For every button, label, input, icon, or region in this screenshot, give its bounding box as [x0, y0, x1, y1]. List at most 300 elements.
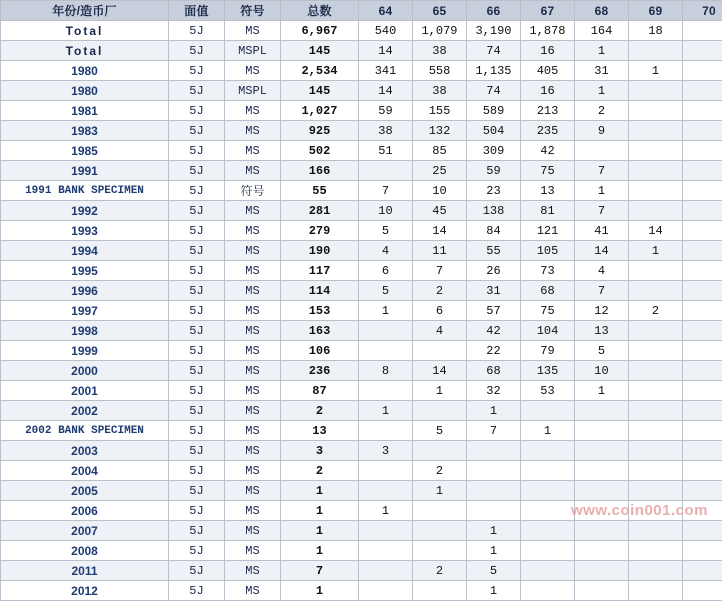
cell-grade-69: 2: [629, 301, 683, 321]
cell-grade-69: [629, 181, 683, 201]
table-row: [1, 21, 722, 41]
table-row: [1, 221, 722, 241]
cell-total: 145: [281, 81, 359, 101]
cell-grade-69: [629, 441, 683, 461]
table-row: [1, 81, 722, 101]
table-row: [1, 301, 722, 321]
cell-total: 55: [281, 181, 359, 201]
cell-denomination: 5J: [169, 21, 225, 41]
cell-grade-66: 5: [467, 561, 521, 581]
cell-grade-70: [683, 281, 722, 301]
cell-year: 2000: [1, 361, 169, 381]
cell-symbol: MSPL: [225, 41, 281, 61]
cell-year: 1998: [1, 321, 169, 341]
cell-grade-64: 3: [359, 441, 413, 461]
cell-grade-70: [683, 461, 722, 481]
cell-total: 1,027: [281, 101, 359, 121]
cell-total: 7: [281, 561, 359, 581]
table-row: [1, 161, 722, 181]
column-header-grade-65: 65: [413, 1, 467, 21]
cell-grade-66: 1: [467, 401, 521, 421]
cell-denomination: 5J: [169, 521, 225, 541]
cell-total: 6,967: [281, 21, 359, 41]
cell-grade-70: [683, 381, 722, 401]
cell-denomination: 5J: [169, 161, 225, 181]
cell-denomination: 5J: [169, 441, 225, 461]
cell-symbol: MS: [225, 381, 281, 401]
cell-year: 2003: [1, 441, 169, 461]
cell-grade-68: [575, 561, 629, 581]
cell-grade-67: [521, 401, 575, 421]
cell-grade-69: [629, 201, 683, 221]
cell-grade-69: [629, 381, 683, 401]
cell-symbol: MS: [225, 161, 281, 181]
cell-grade-65: 2: [413, 281, 467, 301]
cell-year: Total: [1, 21, 169, 41]
cell-grade-68: 14: [575, 241, 629, 261]
cell-grade-65: 2: [413, 561, 467, 581]
cell-total: 502: [281, 141, 359, 161]
cell-denomination: 5J: [169, 261, 225, 281]
cell-grade-69: [629, 281, 683, 301]
cell-total: 153: [281, 301, 359, 321]
table-row: [1, 401, 722, 421]
cell-grade-64: [359, 481, 413, 501]
cell-denomination: 5J: [169, 41, 225, 61]
cell-grade-66: 84: [467, 221, 521, 241]
cell-grade-70: [683, 501, 722, 521]
cell-grade-66: [467, 461, 521, 481]
table-header: [1, 1, 722, 21]
watermark: www.coin001.com: [571, 502, 708, 519]
cell-grade-69: [629, 461, 683, 481]
cell-grade-69: 1: [629, 61, 683, 81]
cell-grade-66: [467, 441, 521, 461]
cell-grade-70: [683, 141, 722, 161]
cell-grade-69: [629, 561, 683, 581]
cell-grade-70: [683, 21, 722, 41]
cell-grade-64: 540: [359, 21, 413, 41]
cell-year: 2012: [1, 581, 169, 601]
cell-grade-67: 73: [521, 261, 575, 281]
cell-grade-64: [359, 381, 413, 401]
cell-grade-69: [629, 321, 683, 341]
cell-grade-67: 104: [521, 321, 575, 341]
column-header-grade-66: 66: [467, 1, 521, 21]
cell-grade-69: [629, 481, 683, 501]
cell-grade-68: 9: [575, 121, 629, 141]
cell-denomination: 5J: [169, 121, 225, 141]
cell-grade-65: [413, 581, 467, 601]
cell-denomination: 5J: [169, 421, 225, 441]
cell-grade-70: [683, 181, 722, 201]
cell-grade-68: [575, 401, 629, 421]
cell-symbol: MS: [225, 521, 281, 541]
cell-grade-67: 79: [521, 341, 575, 361]
cell-grade-70: [683, 521, 722, 541]
cell-grade-66: 1: [467, 521, 521, 541]
cell-grade-67: 42: [521, 141, 575, 161]
cell-denomination: 5J: [169, 561, 225, 581]
cell-grade-65: 7: [413, 261, 467, 281]
cell-symbol: MS: [225, 341, 281, 361]
cell-grade-70: [683, 361, 722, 381]
cell-year: 1991: [1, 161, 169, 181]
cell-grade-68: [575, 421, 629, 441]
cell-grade-69: [629, 501, 683, 521]
cell-grade-69: [629, 141, 683, 161]
cell-grade-68: [575, 501, 629, 521]
cell-grade-67: 16: [521, 41, 575, 61]
cell-grade-64: 341: [359, 61, 413, 81]
cell-grade-68: 10: [575, 361, 629, 381]
cell-grade-67: 121: [521, 221, 575, 241]
cell-symbol: MS: [225, 501, 281, 521]
cell-symbol: MS: [225, 421, 281, 441]
column-header-symbol: 符号: [225, 1, 281, 21]
cell-total: 3: [281, 441, 359, 461]
cell-symbol: MS: [225, 141, 281, 161]
cell-denomination: 5J: [169, 541, 225, 561]
cell-grade-65: 11: [413, 241, 467, 261]
cell-grade-67: [521, 441, 575, 461]
cell-grade-65: 4: [413, 321, 467, 341]
cell-year: 1993: [1, 221, 169, 241]
cell-grade-66: 138: [467, 201, 521, 221]
cell-grade-67: 135: [521, 361, 575, 381]
cell-symbol: MS: [225, 581, 281, 601]
cell-total: 1: [281, 481, 359, 501]
cell-grade-64: [359, 461, 413, 481]
cell-total: 117: [281, 261, 359, 281]
cell-grade-68: 12: [575, 301, 629, 321]
cell-symbol: MS: [225, 241, 281, 261]
cell-grade-69: [629, 421, 683, 441]
cell-grade-66: 23: [467, 181, 521, 201]
cell-year: 1980: [1, 81, 169, 101]
cell-grade-68: 31: [575, 61, 629, 81]
cell-grade-68: 7: [575, 201, 629, 221]
cell-denomination: 5J: [169, 361, 225, 381]
cell-grade-65: 155: [413, 101, 467, 121]
cell-grade-65: 6: [413, 301, 467, 321]
cell-denomination: 5J: [169, 481, 225, 501]
cell-grade-68: 1: [575, 381, 629, 401]
cell-grade-64: [359, 561, 413, 581]
cell-grade-65: 1: [413, 381, 467, 401]
column-header-grade-64: 64: [359, 1, 413, 21]
table-row: [1, 561, 722, 581]
cell-symbol: MS: [225, 461, 281, 481]
cell-grade-65: 1: [413, 481, 467, 501]
cell-grade-65: 38: [413, 81, 467, 101]
cell-grade-67: 53: [521, 381, 575, 401]
cell-year: 1991 BANK SPECIMEN: [1, 181, 169, 201]
cell-grade-68: 1: [575, 41, 629, 61]
cell-grade-70: [683, 41, 722, 61]
cell-grade-70: [683, 321, 722, 341]
cell-total: 2: [281, 461, 359, 481]
cell-grade-65: 45: [413, 201, 467, 221]
cell-grade-65: 558: [413, 61, 467, 81]
cell-grade-68: 164: [575, 21, 629, 41]
cell-grade-70: [683, 161, 722, 181]
cell-symbol: MS: [225, 21, 281, 41]
cell-grade-64: 14: [359, 41, 413, 61]
cell-symbol: MS: [225, 561, 281, 581]
cell-grade-66: 31: [467, 281, 521, 301]
cell-symbol: MS: [225, 541, 281, 561]
cell-grade-68: 41: [575, 221, 629, 241]
cell-grade-67: 213: [521, 101, 575, 121]
cell-grade-70: [683, 101, 722, 121]
cell-grade-69: [629, 81, 683, 101]
cell-year: 2007: [1, 521, 169, 541]
cell-denomination: 5J: [169, 461, 225, 481]
cell-total: 2,534: [281, 61, 359, 81]
cell-year: 1997: [1, 301, 169, 321]
table-row: [1, 341, 722, 361]
table-body: [1, 21, 722, 601]
cell-grade-69: [629, 41, 683, 61]
cell-grade-68: [575, 141, 629, 161]
table-row: [1, 441, 722, 461]
cell-grade-67: 16: [521, 81, 575, 101]
cell-grade-70: [683, 241, 722, 261]
cell-year: 1994: [1, 241, 169, 261]
cell-denomination: 5J: [169, 341, 225, 361]
cell-grade-64: 51: [359, 141, 413, 161]
cell-grade-68: [575, 541, 629, 561]
cell-grade-68: 5: [575, 341, 629, 361]
table-row: [1, 41, 722, 61]
cell-year: 2002: [1, 401, 169, 421]
cell-symbol: MS: [225, 301, 281, 321]
cell-symbol: MS: [225, 121, 281, 141]
cell-year: 2008: [1, 541, 169, 561]
cell-grade-67: 68: [521, 281, 575, 301]
cell-denomination: 5J: [169, 401, 225, 421]
cell-total: 87: [281, 381, 359, 401]
cell-total: 1: [281, 581, 359, 601]
cell-grade-70: [683, 481, 722, 501]
cell-grade-68: 1: [575, 181, 629, 201]
cell-grade-66: 59: [467, 161, 521, 181]
cell-grade-67: 105: [521, 241, 575, 261]
cell-grade-66: 7: [467, 421, 521, 441]
cell-grade-65: 14: [413, 361, 467, 381]
cell-grade-68: 7: [575, 281, 629, 301]
cell-grade-66: 1,135: [467, 61, 521, 81]
cell-grade-70: [683, 61, 722, 81]
table-row: [1, 201, 722, 221]
cell-grade-70: [683, 441, 722, 461]
cell-year: 2002 BANK SPECIMEN: [1, 421, 169, 441]
cell-total: 190: [281, 241, 359, 261]
cell-grade-68: 7: [575, 161, 629, 181]
cell-grade-64: 5: [359, 281, 413, 301]
column-header-denomination: 面值: [169, 1, 225, 21]
cell-denomination: 5J: [169, 101, 225, 121]
cell-grade-64: 10: [359, 201, 413, 221]
cell-grade-64: [359, 421, 413, 441]
cell-grade-66: 3,190: [467, 21, 521, 41]
cell-symbol: MS: [225, 321, 281, 341]
cell-grade-68: [575, 581, 629, 601]
cell-grade-64: 4: [359, 241, 413, 261]
cell-grade-70: [683, 201, 722, 221]
column-header-grade-68: 68: [575, 1, 629, 21]
cell-year: 2001: [1, 381, 169, 401]
cell-year: 1999: [1, 341, 169, 361]
cell-symbol: MS: [225, 61, 281, 81]
cell-grade-68: [575, 481, 629, 501]
cell-total: 236: [281, 361, 359, 381]
cell-symbol: MS: [225, 361, 281, 381]
cell-total: 279: [281, 221, 359, 241]
cell-year: 2011: [1, 561, 169, 581]
cell-grade-70: [683, 301, 722, 321]
cell-grade-64: 1: [359, 401, 413, 421]
cell-grade-65: 14: [413, 221, 467, 241]
cell-symbol: MS: [225, 481, 281, 501]
cell-grade-64: 38: [359, 121, 413, 141]
table-row: [1, 321, 722, 341]
cell-grade-68: 4: [575, 261, 629, 281]
cell-symbol: 符号: [225, 181, 281, 201]
table-row: [1, 421, 722, 441]
table-row: [1, 541, 722, 561]
cell-symbol: MS: [225, 401, 281, 421]
cell-symbol: MS: [225, 441, 281, 461]
table-row: [1, 181, 722, 201]
cell-grade-64: 1: [359, 301, 413, 321]
cell-symbol: MS: [225, 221, 281, 241]
cell-grade-67: [521, 541, 575, 561]
cell-grade-70: [683, 261, 722, 281]
table-row: [1, 501, 722, 521]
cell-grade-64: 14: [359, 81, 413, 101]
cell-grade-66: 57: [467, 301, 521, 321]
cell-total: 925: [281, 121, 359, 141]
cell-total: 1: [281, 541, 359, 561]
cell-grade-69: [629, 581, 683, 601]
cell-symbol: MS: [225, 101, 281, 121]
cell-year: 1980: [1, 61, 169, 81]
cell-grade-69: [629, 541, 683, 561]
cell-grade-66: 589: [467, 101, 521, 121]
cell-grade-64: 8: [359, 361, 413, 381]
cell-grade-70: [683, 541, 722, 561]
cell-grade-67: 1,878: [521, 21, 575, 41]
cell-denomination: 5J: [169, 501, 225, 521]
cell-grade-67: [521, 461, 575, 481]
cell-grade-69: [629, 101, 683, 121]
cell-denomination: 5J: [169, 241, 225, 261]
cell-denomination: 5J: [169, 181, 225, 201]
header-row: [1, 1, 722, 21]
cell-symbol: MS: [225, 281, 281, 301]
cell-grade-66: 22: [467, 341, 521, 361]
cell-grade-68: [575, 441, 629, 461]
cell-grade-69: [629, 361, 683, 381]
cell-total: 106: [281, 341, 359, 361]
cell-grade-65: 38: [413, 41, 467, 61]
cell-symbol: MS: [225, 201, 281, 221]
cell-grade-64: 59: [359, 101, 413, 121]
cell-grade-69: [629, 401, 683, 421]
cell-denomination: 5J: [169, 281, 225, 301]
cell-grade-65: 2: [413, 461, 467, 481]
cell-grade-70: [683, 401, 722, 421]
cell-total: 114: [281, 281, 359, 301]
cell-year: 1985: [1, 141, 169, 161]
cell-grade-70: [683, 581, 722, 601]
column-header-year: 年份/造币厂: [1, 1, 169, 21]
cell-grade-69: [629, 341, 683, 361]
cell-grade-64: [359, 341, 413, 361]
cell-grade-68: 1: [575, 81, 629, 101]
column-header-grade-67: 67: [521, 1, 575, 21]
table-row: [1, 521, 722, 541]
cell-grade-66: 309: [467, 141, 521, 161]
column-header-grade-70: 70: [683, 1, 722, 21]
cell-grade-64: [359, 161, 413, 181]
cell-grade-67: 1: [521, 421, 575, 441]
cell-total: 1: [281, 521, 359, 541]
table-row: [1, 461, 722, 481]
cell-grade-64: [359, 321, 413, 341]
cell-grade-65: 85: [413, 141, 467, 161]
cell-grade-67: 75: [521, 161, 575, 181]
column-header-total: 总数: [281, 1, 359, 21]
cell-grade-69: [629, 121, 683, 141]
cell-grade-64: 5: [359, 221, 413, 241]
cell-grade-65: 10: [413, 181, 467, 201]
cell-symbol: MSPL: [225, 81, 281, 101]
cell-grade-67: [521, 561, 575, 581]
cell-total: 163: [281, 321, 359, 341]
table-row: [1, 361, 722, 381]
cell-grade-65: [413, 441, 467, 461]
cell-grade-68: 13: [575, 321, 629, 341]
cell-total: 2: [281, 401, 359, 421]
cell-grade-69: [629, 521, 683, 541]
cell-grade-65: [413, 521, 467, 541]
cell-grade-70: [683, 221, 722, 241]
cell-year: 1995: [1, 261, 169, 281]
cell-year: 1981: [1, 101, 169, 121]
cell-denomination: 5J: [169, 321, 225, 341]
table-row: [1, 381, 722, 401]
cell-grade-68: 2: [575, 101, 629, 121]
cell-denomination: 5J: [169, 81, 225, 101]
cell-grade-65: 25: [413, 161, 467, 181]
cell-grade-65: 5: [413, 421, 467, 441]
table-row: [1, 241, 722, 261]
cell-denomination: 5J: [169, 141, 225, 161]
cell-grade-66: 1: [467, 541, 521, 561]
table-row: [1, 281, 722, 301]
cell-grade-66: 1: [467, 581, 521, 601]
cell-grade-70: [683, 421, 722, 441]
cell-grade-67: [521, 501, 575, 521]
cell-grade-66: 74: [467, 41, 521, 61]
cell-grade-66: 26: [467, 261, 521, 281]
cell-year: 2006: [1, 501, 169, 521]
cell-grade-70: [683, 561, 722, 581]
cell-denomination: 5J: [169, 301, 225, 321]
